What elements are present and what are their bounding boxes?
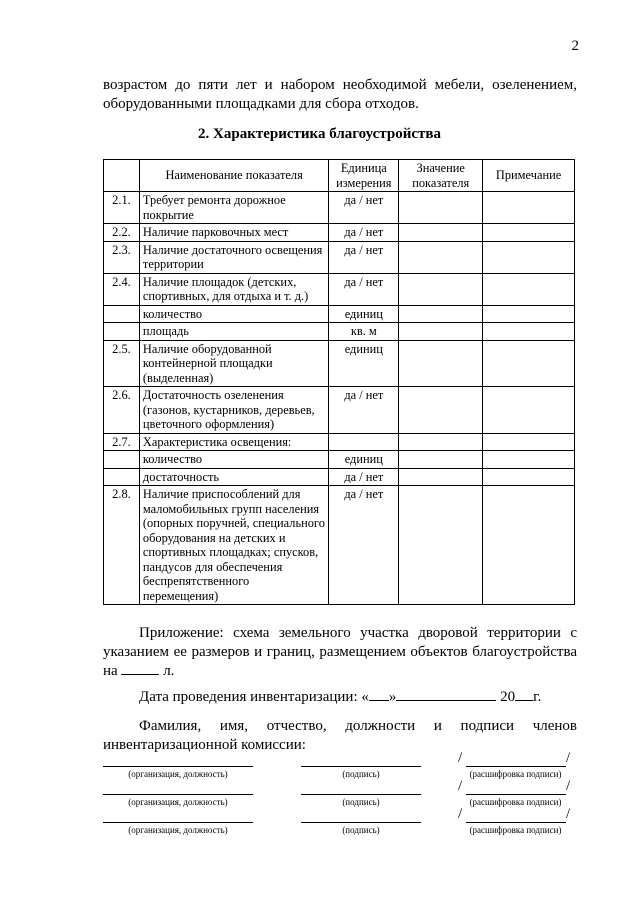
intro-line-2: оборудованными площадками для сбора отходов. xyxy=(103,96,419,112)
row-number xyxy=(104,323,140,341)
intro-line-1: возрастом до пяти лет и набором необходимой мебели, озеленением, xyxy=(103,77,577,93)
row-unit: да / нет xyxy=(329,387,399,434)
row-unit: кв. м xyxy=(329,323,399,341)
signature-caption: (подпись) xyxy=(342,825,380,835)
decode-line[interactable] xyxy=(466,794,566,795)
slash-left: / xyxy=(458,750,463,766)
table-row xyxy=(104,468,575,486)
table-row xyxy=(104,241,575,273)
header-value: Значение показателя xyxy=(399,160,483,192)
decode-line[interactable] xyxy=(466,766,566,767)
row-indicator: Наличие достаточного освещения территории xyxy=(139,241,328,273)
signature-line[interactable] xyxy=(301,822,421,823)
row-unit: единиц xyxy=(329,451,399,469)
signature-line[interactable] xyxy=(301,794,421,795)
signature-caption: (подпись) xyxy=(342,769,380,779)
table-row xyxy=(104,387,575,434)
organization-line[interactable] xyxy=(103,794,253,795)
row-number: 2.7. xyxy=(104,433,140,451)
table-row xyxy=(104,451,575,469)
section-title: 2. Характеристика благоустройства xyxy=(198,126,441,142)
organization-line[interactable] xyxy=(103,766,253,767)
decode-caption: (расшифровка подписи) xyxy=(469,797,562,807)
row-unit: да / нет xyxy=(329,486,399,605)
characteristics-table xyxy=(103,159,575,605)
row-number xyxy=(104,305,140,323)
row-value-cell[interactable] xyxy=(399,323,483,341)
appendix-text: Приложение: схема земельного участка дворовой территории с указанием ее размеров и границ, размещением объектов благоустройства на xyxy=(103,625,577,679)
slash-right: / xyxy=(566,806,571,822)
header-note: Примечание xyxy=(483,160,575,192)
organization-caption: (организация, должность) xyxy=(128,797,228,807)
slash-left: / xyxy=(458,778,463,794)
appendix-sheets-blank[interactable] xyxy=(121,662,159,675)
slash-right: / xyxy=(566,750,571,766)
header-number xyxy=(104,160,140,192)
row-note-cell[interactable] xyxy=(483,323,575,341)
row-indicator: Наличие оборудованной контейнерной площадки (выделенная) xyxy=(139,340,328,387)
row-unit xyxy=(329,433,399,451)
row-unit: да / нет xyxy=(329,241,399,273)
inventory-date-quote-close: » xyxy=(388,689,397,705)
row-unit: да / нет xyxy=(329,273,399,305)
row-note-cell[interactable] xyxy=(483,468,575,486)
row-indicator: площадь xyxy=(139,323,328,341)
organization-caption: (организация, должность) xyxy=(128,769,228,779)
row-value-cell[interactable] xyxy=(399,273,483,305)
row-unit: да / нет xyxy=(329,468,399,486)
table-row xyxy=(104,323,575,341)
row-number: 2.4. xyxy=(104,273,140,305)
commission-paragraph: Фамилия, имя, отчество, должности и подписи членов инвентаризационной комиссии: xyxy=(103,718,577,753)
row-unit: да / нет xyxy=(329,224,399,242)
row-indicator: Достаточность озеленения (газонов, кустарников, деревьев, цветочного оформления) xyxy=(139,387,328,434)
row-number: 2.8. xyxy=(104,486,140,605)
row-value-cell[interactable] xyxy=(399,451,483,469)
row-value-cell[interactable] xyxy=(399,387,483,434)
row-number: 2.6. xyxy=(104,387,140,434)
inventory-date-year-prefix: 20 xyxy=(500,689,516,705)
row-number xyxy=(104,451,140,469)
row-number: 2.5. xyxy=(104,340,140,387)
row-number: 2.1. xyxy=(104,192,140,224)
row-indicator: достаточность xyxy=(139,468,328,486)
table-row xyxy=(104,192,575,224)
decode-line[interactable] xyxy=(466,822,566,823)
row-unit: единиц xyxy=(329,305,399,323)
date-month-blank[interactable] xyxy=(396,688,496,701)
row-value-cell[interactable] xyxy=(399,340,483,387)
row-value-cell[interactable] xyxy=(399,433,483,451)
table-row xyxy=(104,433,575,451)
table-row xyxy=(104,224,575,242)
row-note-cell[interactable] xyxy=(483,241,575,273)
header-unit: Единица измерения xyxy=(329,160,399,192)
decode-caption: (расшифровка подписи) xyxy=(469,769,562,779)
intro-paragraph xyxy=(103,76,577,114)
row-number xyxy=(104,468,140,486)
date-year-blank[interactable] xyxy=(515,688,533,701)
row-value-cell[interactable] xyxy=(399,241,483,273)
inventory-date-year-suffix: г. xyxy=(533,689,542,705)
row-indicator: Наличие приспособлений для маломобильных групп населения (опорных поручней, специального оборудования на детских и спортивных площадках; спусков, пандусов для обеспечения беспрепятственного перемещения) xyxy=(139,486,328,605)
row-note-cell[interactable] xyxy=(483,387,575,434)
decode-caption: (расшифровка подписи) xyxy=(469,825,562,835)
row-indicator: количество xyxy=(139,451,328,469)
header-indicator-name: Наименование показателя xyxy=(139,160,328,192)
table-row xyxy=(104,486,575,605)
signature-line[interactable] xyxy=(301,766,421,767)
date-day-blank[interactable] xyxy=(369,688,389,701)
row-note-cell[interactable] xyxy=(483,192,575,224)
row-indicator: количество xyxy=(139,305,328,323)
organization-line[interactable] xyxy=(103,822,253,823)
row-note-cell[interactable] xyxy=(483,273,575,305)
appendix-paragraph xyxy=(103,624,577,681)
row-unit: да / нет xyxy=(329,192,399,224)
row-indicator: Характеристика освещения: xyxy=(139,433,328,451)
row-note-cell[interactable] xyxy=(483,486,575,605)
page-number: 2 xyxy=(571,38,579,54)
row-number: 2.2. xyxy=(104,224,140,242)
inventory-date-label: Дата проведения инвентаризации: « xyxy=(139,689,369,705)
table-row xyxy=(104,305,575,323)
row-value-cell[interactable] xyxy=(399,486,483,605)
row-note-cell[interactable] xyxy=(483,340,575,387)
row-unit: единиц xyxy=(329,340,399,387)
slash-right: / xyxy=(566,778,571,794)
table-row xyxy=(104,340,575,387)
row-note-cell[interactable] xyxy=(483,305,575,323)
slash-left: / xyxy=(458,806,463,822)
row-number: 2.3. xyxy=(104,241,140,273)
row-indicator: Наличие площадок (детских, спортивных, для отдыха и т. д.) xyxy=(139,273,328,305)
appendix-suffix: л. xyxy=(163,663,175,679)
row-value-cell[interactable] xyxy=(399,192,483,224)
row-note-cell[interactable] xyxy=(483,451,575,469)
row-indicator: Наличие парковочных мест xyxy=(139,224,328,242)
row-value-cell[interactable] xyxy=(399,305,483,323)
row-note-cell[interactable] xyxy=(483,433,575,451)
row-value-cell[interactable] xyxy=(399,224,483,242)
table-header-row xyxy=(104,160,575,192)
row-indicator: Требует ремонта дорожное покрытие xyxy=(139,192,328,224)
signature-caption: (подпись) xyxy=(342,797,380,807)
row-value-cell[interactable] xyxy=(399,468,483,486)
table-row xyxy=(104,273,575,305)
row-note-cell[interactable] xyxy=(483,224,575,242)
inventory-date-line xyxy=(103,688,577,707)
organization-caption: (организация, должность) xyxy=(128,825,228,835)
